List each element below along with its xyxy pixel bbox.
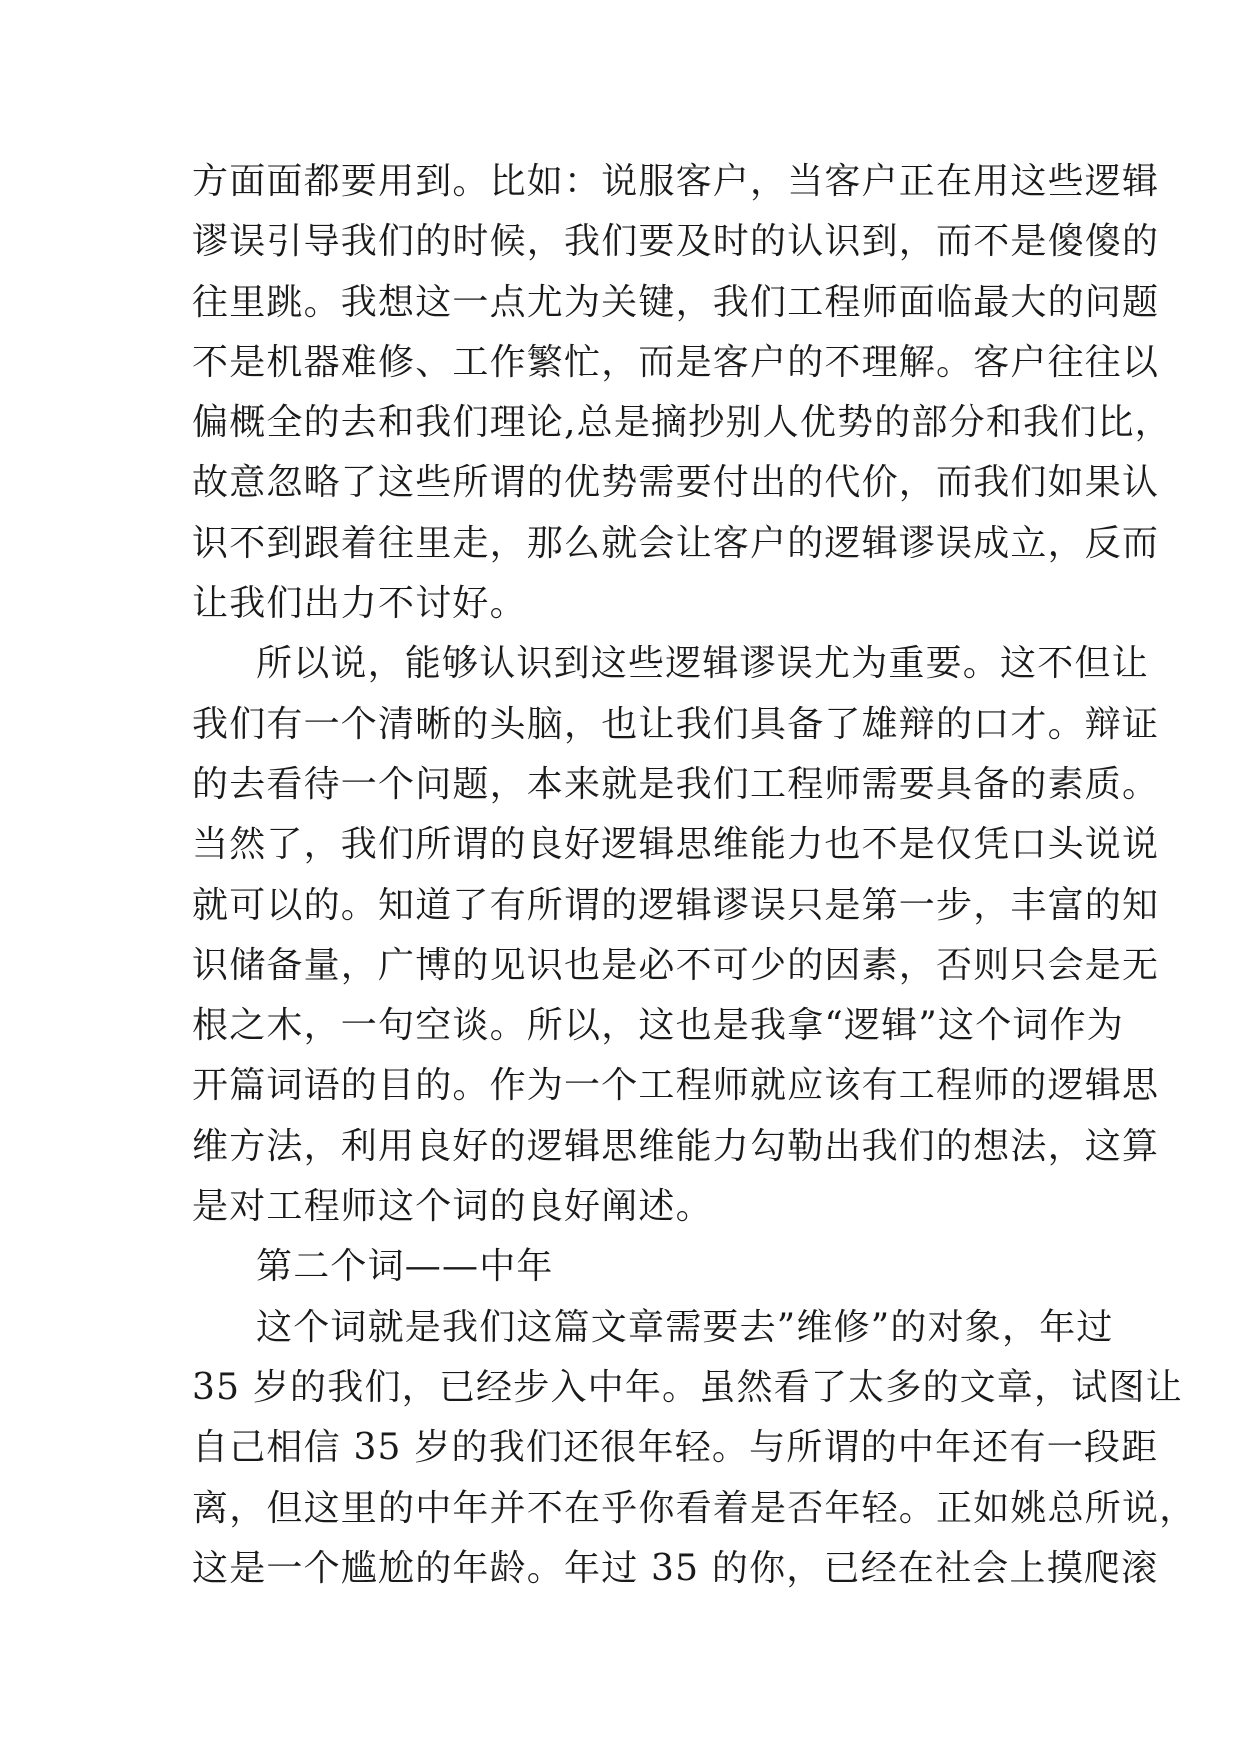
- text-line: 这个词就是我们这篇文章需要去”维修”的对象，年过: [256, 1306, 1114, 1348]
- text-line: 第二个词——中年: [256, 1246, 554, 1288]
- text-line: 不是机器难修、工作繁忙，而是客户的不理解。客户往往以: [192, 341, 1160, 383]
- text-line: 往里跳。我想这一点尤为关键，我们工程师面临最大的问题: [192, 281, 1160, 323]
- text-line: 所以说，能够认识到这些逻辑谬误尤为重要。这不但让: [256, 643, 1149, 685]
- text-line: 让我们出力不讨好。: [192, 583, 527, 625]
- text-line: 偏概全的去和我们理论,总是摘抄别人优势的部分和我们比，: [192, 402, 1172, 444]
- text-line: 的去看待一个问题，本来就是我们工程师需要具备的素质。: [192, 763, 1160, 805]
- text-line: 方面面都要用到。比如：说服客户，当客户正在用这些逻辑: [192, 161, 1160, 202]
- text-line: 开篇词语的目的。作为一个工程师就应该有工程师的逻辑思: [192, 1065, 1160, 1107]
- text-line: 故意忽略了这些所谓的优势需要付出的代价，而我们如果认: [192, 462, 1160, 504]
- text-line: 当然了，我们所谓的良好逻辑思维能力也不是仅凭口头说说: [192, 824, 1160, 866]
- text-line: 根之木，一句空谈。所以，这也是我拿“逻辑”这个词作为: [192, 1005, 1125, 1047]
- text-line: 是对工程师这个词的良好阐述。: [192, 1186, 713, 1228]
- text-line: 谬误引导我们的时候，我们要及时的认识到，而不是傻傻的: [192, 221, 1160, 263]
- text-line: 就可以的。知道了有所谓的逻辑谬误只是第一步，丰富的知: [192, 884, 1160, 926]
- text-line: 离，但这里的中年并不在乎你看着是否年轻。正如姚总所说，: [192, 1487, 1197, 1529]
- text-line: 35 岁的我们，已经步入中年。虽然看了太多的文章，试图让: [192, 1366, 1183, 1408]
- text-line: 自己相信 35 岁的我们还很年轻。与所谓的中年还有一段距: [192, 1427, 1159, 1469]
- text-line: 我们有一个清晰的头脑，也让我们具备了雄辩的口才。辩证: [192, 703, 1160, 745]
- text-line: 维方法，利用良好的逻辑思维能力勾勒出我们的想法，这算: [192, 1125, 1160, 1167]
- text-line: 识储备量，广博的见识也是必不可少的因素，否则只会是无: [192, 944, 1160, 986]
- text-line: 这是一个尴尬的年龄。年过 35 的你，已经在社会上摸爬滚: [192, 1547, 1159, 1589]
- body-text: [192, 152, 1197, 1599]
- text-line: 识不到跟着往里走，那么就会让客户的逻辑谬误成立，反而: [192, 522, 1160, 564]
